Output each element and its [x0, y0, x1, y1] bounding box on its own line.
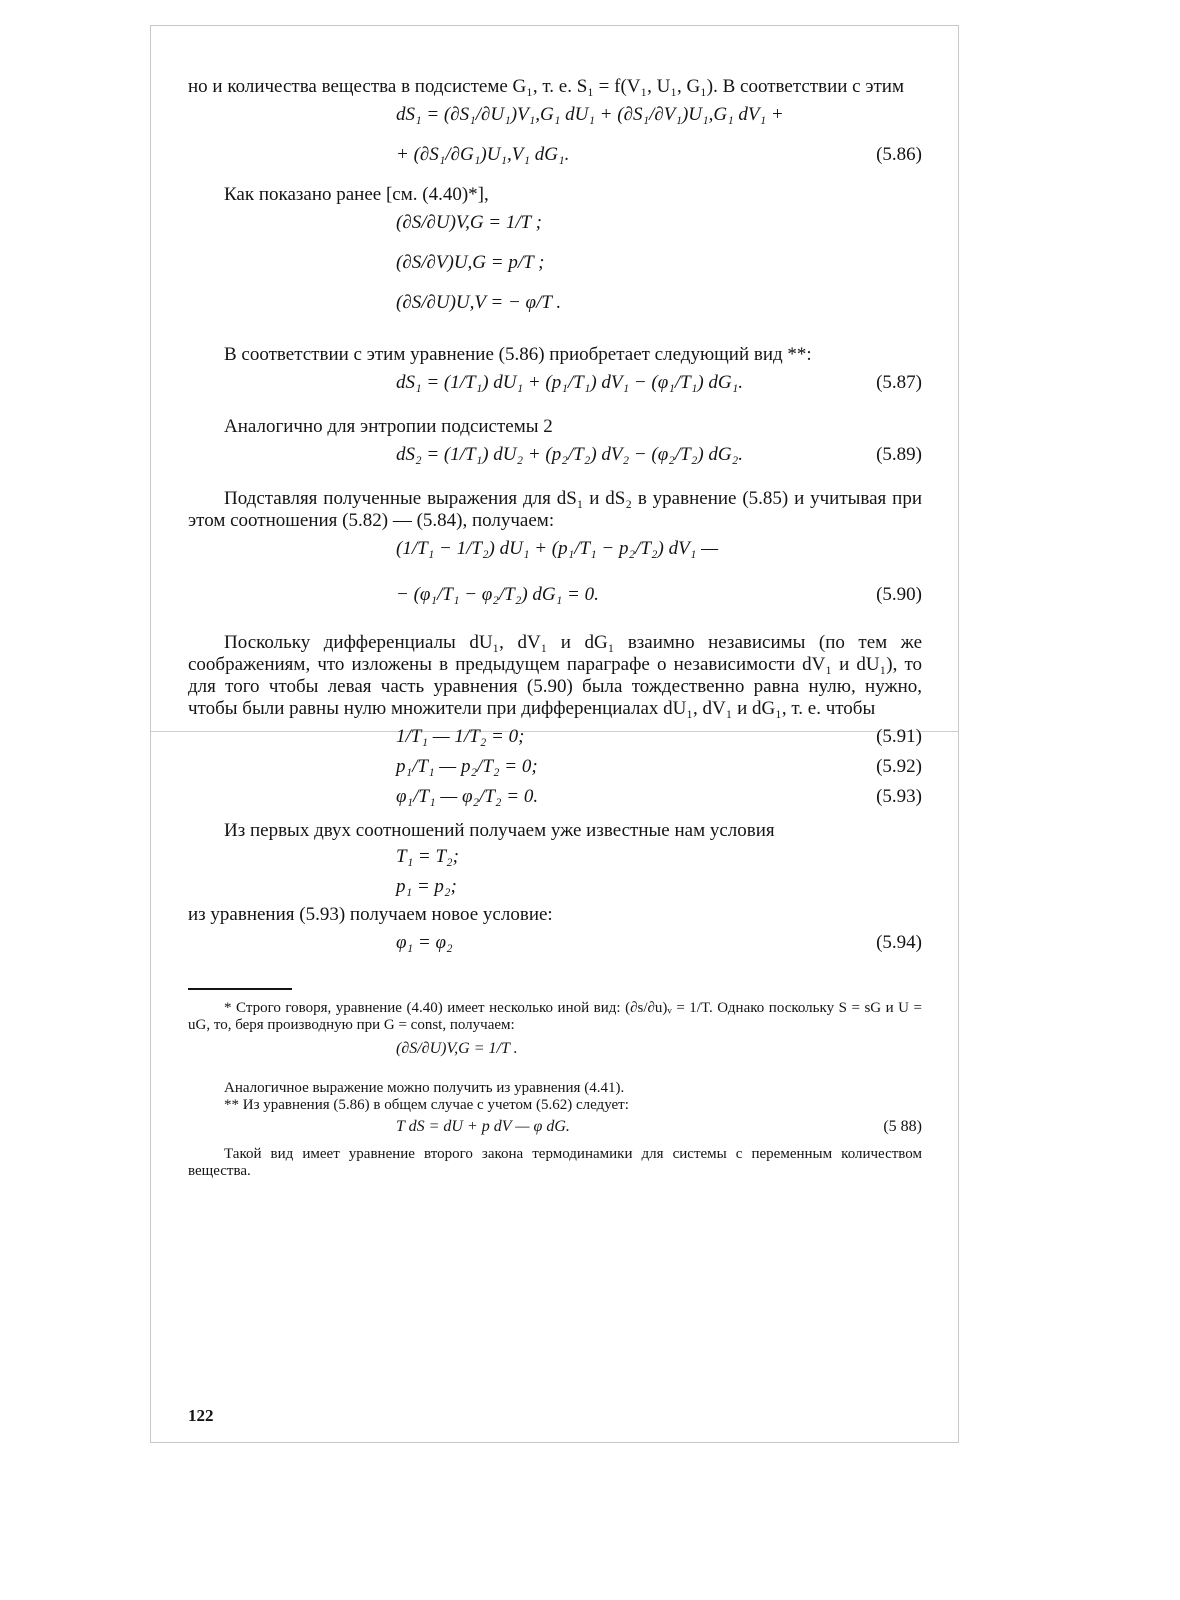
- relation-2: (∂S/∂V)U,G = p/T ;: [396, 252, 545, 273]
- paragraph: но и количества вещества в подсистеме G₁, т. е. S₁ = f(V₁, U₁, G₁). В соответствии с этим: [188, 76, 904, 97]
- equation-5-86-line2: + (∂S₁/∂G₁)U₁,V₁ dG₁. (5.86): [396, 144, 922, 165]
- equation-5-87: dS₁ = (1/T₁) dU₁ + (p₁/T₁) dV₁ − (φ₁/T₁) dG₁. (5.87): [396, 372, 922, 393]
- equation-number: (5.89): [876, 444, 922, 465]
- footnotes: [188, 1000, 922, 1180]
- paragraph: Из первых двух соотношений получаем уже известные нам условия: [224, 820, 775, 841]
- page-number: 122: [188, 1406, 214, 1425]
- equation-number: (5.90): [876, 584, 922, 605]
- equation-number: (5.87): [876, 372, 922, 393]
- equation-number: (5.94): [876, 932, 922, 953]
- footnote: * Строго говоря, уравнение (4.40) имеет несколько иной вид: (∂s/∂u)ᵥ = 1/T. Однако поскольку S = sG и U = uG, то, беря производную при G = const, получаем:: [188, 1000, 922, 1033]
- equation-5-93: φ₁/T₁ — φ₂/T₂ = 0. (5.93): [396, 786, 922, 807]
- footnote: Аналогичное выражение можно получить из уравнения (4.41).: [224, 1080, 625, 1096]
- paragraph: Поскольку дифференциалы dU₁, dV₁ и dG₁ взаимно независимы (по тем же соображениям, что изложены в предыдущем параграфе о независимости dV₁ и dU₁), то для того чтобы левая часть уравнения (5.90) была тождественно равна нулю, нужно, чтобы были равны нулю множители при дифференциалах dU₁, dV₁ и dG₁, т. е. чтобы: [188, 632, 922, 719]
- equation-number: (5 88): [883, 1118, 922, 1135]
- equation-number: (5.93): [876, 786, 922, 807]
- equation-5-89: dS₂ = (1/T₁) dU₂ + (p₂/T₂) dV₂ − (φ₂/T₂) dG₂. (5.89): [396, 444, 922, 465]
- equation-number: (5.92): [876, 756, 922, 777]
- footnote-equation: (∂S/∂U)V,G = 1/T .: [396, 1040, 518, 1057]
- paragraph: В соответствии с этим уравнение (5.86) приобретает следующий вид **:: [224, 344, 812, 365]
- equation-number: (5.91): [876, 726, 922, 747]
- footnote-divider: [188, 988, 292, 990]
- book-page: [150, 25, 959, 1443]
- equation-5-94: φ₁ = φ₂ (5.94): [396, 932, 922, 953]
- paragraph: из уравнения (5.93) получаем новое условие:: [188, 904, 553, 925]
- equation-5-92: p₁/T₁ — p₂/T₂ = 0; (5.92): [396, 756, 922, 777]
- footnote: Такой вид имеет уравнение второго закона термодинамики для системы с переменным количеством вещества.: [188, 1146, 922, 1179]
- footnote: ** Из уравнения (5.86) в общем случае с учетом (5.62) следует:: [224, 1097, 629, 1113]
- equation-5-90-line1: (1/T₁ − 1/T₂) dU₁ + (p₁/T₁ − p₂/T₂) dV₁ —: [396, 538, 718, 559]
- paragraph: Аналогично для энтропии подсистемы 2: [224, 416, 553, 437]
- equation-5-91: 1/T₁ — 1/T₂ = 0; (5.91): [396, 726, 922, 747]
- equation-number: (5.86): [876, 144, 922, 165]
- paragraph: Как показано ранее [см. (4.40)*],: [224, 184, 489, 205]
- page-content: [188, 76, 922, 1180]
- equation-5-86-line1: dS₁ = (∂S₁/∂U₁)V₁,G₁ dU₁ + (∂S₁/∂V₁)U₁,G₁ dV₁ +: [396, 104, 784, 125]
- paragraph: Подставляя полученные выражения для dS₁ и dS₂ в уравнение (5.85) и учитывая при этом соотношения (5.82) — (5.84), получаем:: [188, 488, 922, 531]
- relation-1: (∂S/∂U)V,G = 1/T ;: [396, 212, 542, 233]
- relation-3: (∂S/∂U)U,V = − φ/T .: [396, 292, 562, 313]
- condition-2: p₁ = p₂;: [396, 876, 457, 897]
- equation-5-88: T dS = dU + p dV — φ dG. (5 88): [396, 1118, 922, 1135]
- condition-1: T₁ = T₂;: [396, 846, 459, 867]
- equation-5-90-line2: − (φ₁/T₁ − φ₂/T₂) dG₁ = 0. (5.90): [396, 584, 922, 605]
